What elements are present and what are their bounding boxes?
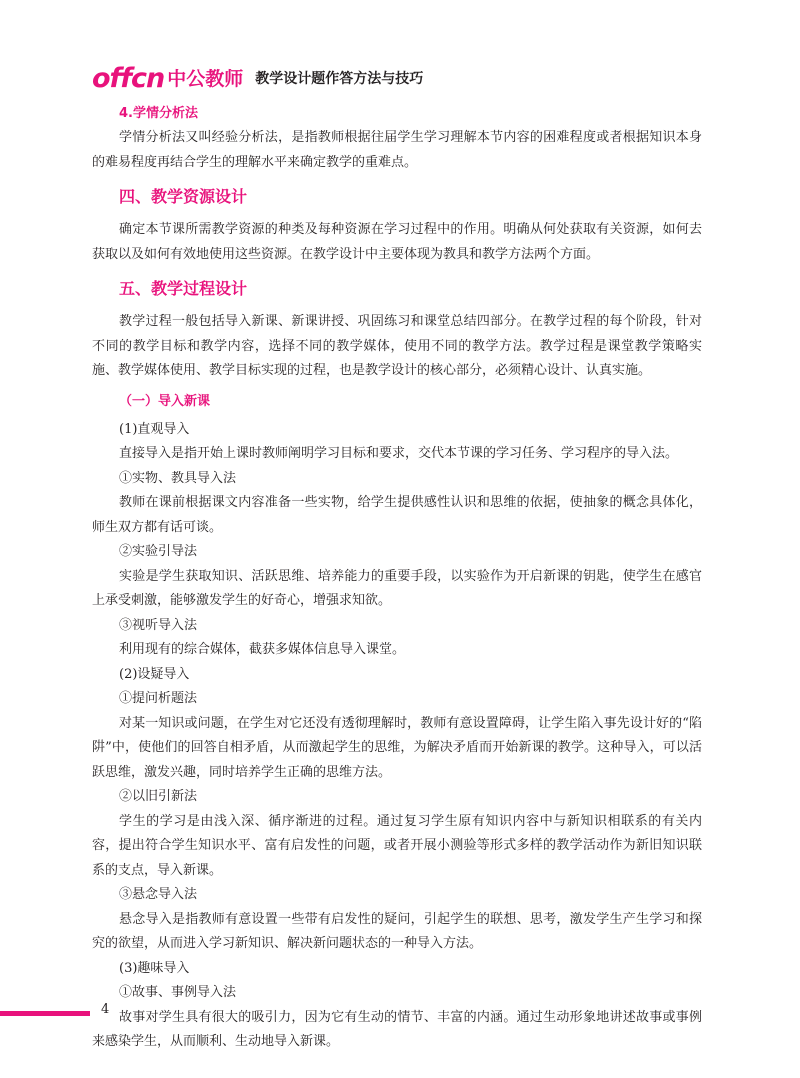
paragraph: 确定本节课所需教学资源的种类及每种资源在学习过程中的作用。明确从何处获取有关资源，如何去获取以及如何有效地使用这些资源。在教学设计中主要体现为教具和教学方法两个方面。	[92, 222, 702, 262]
subheading-4: 4.学情分析法	[119, 106, 198, 121]
list-heading: ③视听导入法	[119, 617, 198, 633]
list-heading: ②以旧引新法	[119, 789, 198, 804]
offcn-logo: offcn	[92, 63, 165, 94]
list-heading: ③悬念导入法	[119, 887, 198, 902]
list-heading: (3)趣味导入	[119, 960, 190, 976]
paragraph: 利用现有的综合媒体，截获多媒体信息导入课堂。	[119, 642, 406, 657]
paragraph: 实验是学生获取知识、活跃思维、培养能力的重要手段，以实验作为开启新课的钥匙，使学生在感官上承受刺激，能够激发学生的好奇心，增强求知欲。	[92, 568, 702, 608]
section-heading-4: 四、教学资源设计	[119, 187, 248, 206]
footer-accent-bar	[0, 1011, 90, 1016]
paragraph: 直接导入是指开始上课时教师阐明学习目标和要求，交代本节课的学习任务、学习程序的导入法。	[119, 446, 679, 461]
list-heading: ②实验引导法	[119, 544, 198, 559]
paragraph: 故事对学生具有很大的吸引力，因为它有生动的情节、丰富的内涵。通过生动形象地讲述故事或事例来感染学生，从而顺利、生动地导入新课。	[92, 1009, 702, 1049]
list-heading: (1)直观导入	[119, 421, 190, 437]
paragraph: 教师在课前根据课文内容准备一些实物，给学生提供感性认识和思维的依据，使抽象的概念具体化，师生双方都有话可谈。	[92, 495, 702, 535]
list-heading: ①实物、教具导入法	[119, 470, 237, 486]
paragraph: 对某一知识或问题，在学生对它还没有透彻理解时，教师有意设置障碍，让学生陷入事先设计好的“陷阱”中，使他们的回答自相矛盾，从而激起学生的思维，为解决矛盾而开始新课的教学。这种导入，可以活跃思维，激发兴趣，同时培养学生正确的思维方法。	[92, 715, 702, 780]
subheading-intro: （一）导入新课	[119, 393, 211, 409]
list-heading: ①故事、事例导入法	[119, 985, 237, 1000]
logo-chinese-name: 中公教师	[167, 68, 244, 90]
page-header	[92, 64, 423, 94]
paragraph: 学情分析法又叫经验分析法，是指教师根据往届学生学习理解本节内容的困难程度或者根据知识本身的难易程度再结合学生的理解水平来确定教学的重难点。	[92, 130, 702, 170]
book-title: 教学设计题作答方法与技巧	[255, 71, 424, 87]
page-content	[92, 102, 702, 1055]
page-number: 4	[101, 1002, 110, 1017]
paragraph: 学生的学习是由浅入深、循序渐进的过程。通过复习学生原有知识内容中与新知识相联系的有关内容，提出符合学生知识水平、富有启发性的问题，或者开展小测验等形式多样的教学活动作为新旧知识联系的支点，导入新课。	[92, 813, 702, 878]
list-heading: (2)设疑导入	[119, 666, 190, 682]
paragraph: 悬念导入是指教师有意设置一些带有启发性的疑问，引起学生的联想、思考，激发学生产生学习和探究的欲望，从而进入学习新知识、解决新问题状态的一种导入方法。	[92, 911, 702, 951]
list-heading: ①提问析题法	[119, 691, 198, 706]
paragraph: 教学过程一般包括导入新课、新课讲授、巩固练习和课堂总结四部分。在教学过程的每个阶段，针对不同的教学目标和教学内容，选择不同的教学媒体，使用不同的教学方法。教学过程是课堂教学策略实施、教学媒体使用、教学目标实现的过程，也是教学设计的核心部分，必须精心设计、认真实施。	[92, 314, 702, 378]
section-heading-5: 五、教学过程设计	[119, 279, 248, 298]
